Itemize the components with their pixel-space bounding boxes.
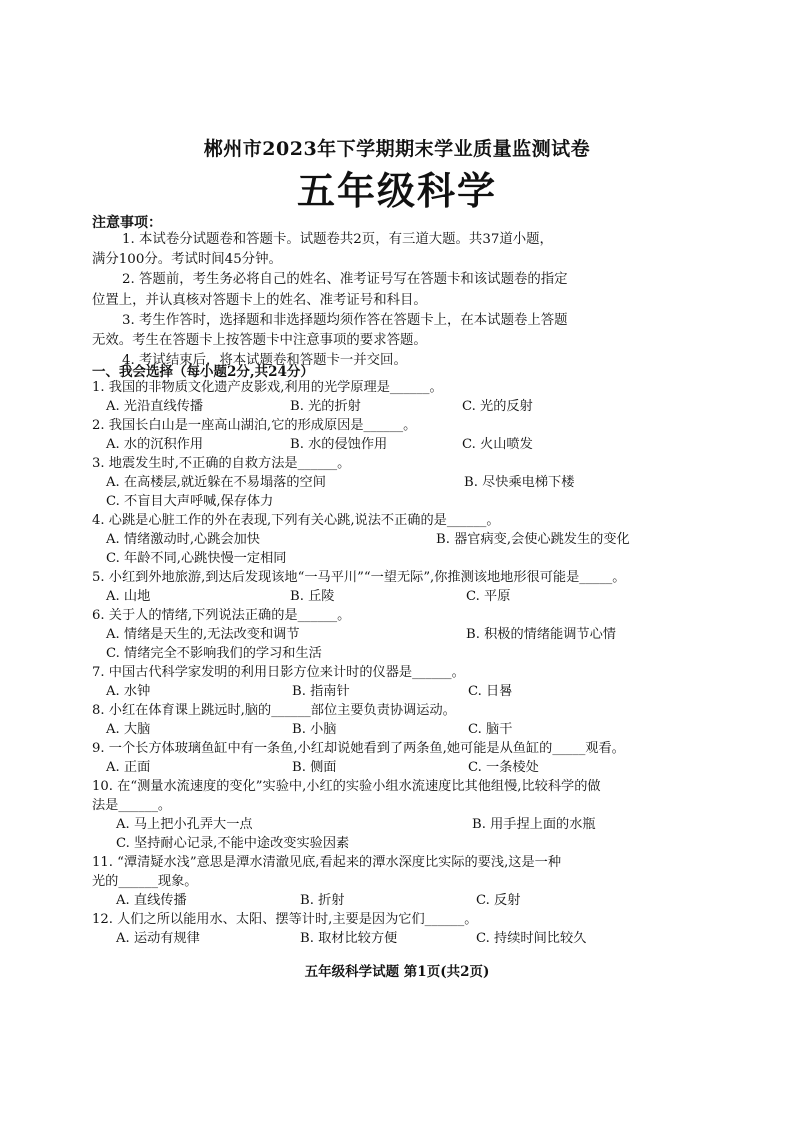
option: C. 坚持耐心记录,不能中途改变实验因素 (116, 836, 350, 851)
option-row (92, 587, 692, 606)
option: A. 山地 (106, 589, 151, 604)
option: A. 水的沉积作用 (106, 437, 204, 452)
option: C. 情绪完全不影响我们的学习和生活 (106, 646, 322, 661)
option-row (92, 815, 692, 834)
option-row (92, 834, 692, 853)
option-row (92, 435, 692, 454)
option: C. 反射 (476, 893, 521, 908)
option-row (92, 530, 692, 549)
notice-line: 2. 答题前，考生务必将自己的姓名、准考证号写在答题卡和该试题卷的指定 (122, 272, 568, 288)
question-stem: 11. “潭清疑水浅”意思是潭水清澈见底,看起来的潭水深度比实际的要浅,这是一种 (92, 855, 562, 870)
notice-line: 无效。考生在答题卡上按答题卡中注意事项的要求答题。 (92, 333, 427, 349)
option: B. 用手捏上面的水瓶 (472, 817, 596, 832)
question-stem-continued: 法是______。 (92, 798, 172, 813)
notice-line: 1. 本试卷分试题卷和答题卡。试题卷共2页，有三道大题。共37道小题， (122, 232, 553, 247)
question-stem: 4. 心跳是心脏工作的外在表现,下列有关心跳,说法不正确的是______。 (92, 513, 500, 528)
option: B. 光的折射 (290, 399, 361, 414)
option: B. 积极的情绪能调节心情 (466, 627, 616, 642)
option: B. 丘陵 (290, 589, 335, 604)
option: B. 器官病变,会使心跳发生的变化 (436, 532, 630, 547)
option: A. 光沿直线传播 (106, 399, 204, 414)
option: A. 马上把小孔弄大一点 (116, 817, 253, 832)
option: B. 指南针 (292, 684, 350, 699)
option-row (92, 397, 692, 416)
question-stem: 2. 我国长白山是一座高山湖泊,它的形成原因是______。 (92, 418, 417, 433)
option-row (92, 929, 692, 948)
option: C. 持续时间比较久 (476, 931, 587, 946)
option-row (92, 625, 692, 644)
option-row (92, 720, 692, 739)
option: A. 情绪是天生的,无法改变和调节 (106, 627, 300, 642)
option: A. 情绪激动时,心跳会加快 (106, 532, 260, 547)
option: C. 脑干 (468, 722, 513, 737)
option: B. 尽快乘电梯下楼 (464, 475, 575, 490)
option: B. 侧面 (292, 760, 337, 775)
notice-heading: 注意事项： (92, 215, 162, 231)
option: B. 水的侵蚀作用 (290, 437, 388, 452)
option: B. 折射 (300, 893, 345, 908)
option: C. 不盲目大声呼喊,保存体力 (106, 494, 274, 509)
option-row (92, 758, 692, 777)
notice-line: 4. 考试结束后，将本试题卷和答题卡一并交回。 (122, 353, 407, 369)
option-row (92, 644, 692, 663)
option: A. 正面 (106, 760, 151, 775)
option: B. 取材比较方便 (300, 931, 398, 946)
question-stem: 8. 小红在体育课上跳远时,脑的______部位主要负责协调运动。 (92, 703, 456, 718)
question-stem: 7. 中国古代科学家发明的利用日影方位来计时的仪器是______。 (92, 665, 465, 680)
notice-list (92, 230, 652, 371)
option: A. 水钟 (106, 684, 151, 699)
option: A. 大脑 (106, 722, 151, 737)
option: C. 光的反射 (462, 399, 533, 414)
option: C. 平原 (466, 589, 511, 604)
section-heading: 一、我会选择（每小题2分,共24分） (92, 364, 314, 380)
question-stem: 6. 关于人的情绪,下列说法正确的是______。 (92, 608, 351, 623)
option-row (92, 492, 692, 511)
option-row (92, 549, 692, 568)
exam-title: 五年级科学 (296, 168, 497, 213)
option: C. 一条棱处 (468, 760, 539, 775)
question-stem: 12. 人们之所以能用水、太阳、摆等计时,主要是因为它们______。 (92, 912, 478, 927)
option: C. 年龄不同,心跳快慢一定相同 (106, 551, 287, 566)
question-list (92, 378, 692, 948)
option: C. 火山喷发 (462, 437, 533, 452)
question-stem: 5. 小红到外地旅游,到达后发现该地“一马平川”“一望无际”,你推测该地地形很可能是_____。 (92, 570, 626, 585)
option-row (92, 891, 692, 910)
option-row (92, 473, 692, 492)
question-stem-continued: 光的______现象。 (92, 874, 198, 889)
question-stem: 3. 地震发生时,不正确的自救方法是______。 (92, 456, 351, 471)
question-stem: 9. 一个长方体玻璃鱼缸中有一条鱼,小红却说她看到了两条鱼,她可能是从鱼缸的_____观看。 (92, 741, 625, 756)
option-row (92, 682, 692, 701)
notice-line: 位置上，并认真核对答题卡上的姓名、准考证号和科目。 (92, 292, 427, 308)
option: A. 在高楼层,就近躲在不易塌落的空间 (106, 475, 326, 490)
page-footer: 五年级科学试题 第1页(共2页) (304, 964, 490, 980)
option: A. 运动有规律 (116, 931, 200, 946)
notice-line: 3. 考生作答时，选择题和非选择题均须作答在答题卡上，在本试题卷上答题 (122, 312, 568, 328)
notice-line: 满分100分。考试时间45分钟。 (92, 252, 282, 268)
question-stem: 10. 在“测量水流速度的变化”实验中,小红的实验小组水流速度比其他组慢,比较科学的做 (92, 779, 601, 794)
option: A. 直线传播 (116, 893, 187, 908)
option: B. 小脑 (292, 722, 337, 737)
exam-subtitle: 郴州市2023年下学期期末学业质量监测试卷 (203, 138, 591, 160)
question-stem: 1. 我国的非物质文化遗产皮影戏,利用的光学原理是______。 (92, 380, 443, 395)
option: C. 日晷 (468, 684, 513, 699)
